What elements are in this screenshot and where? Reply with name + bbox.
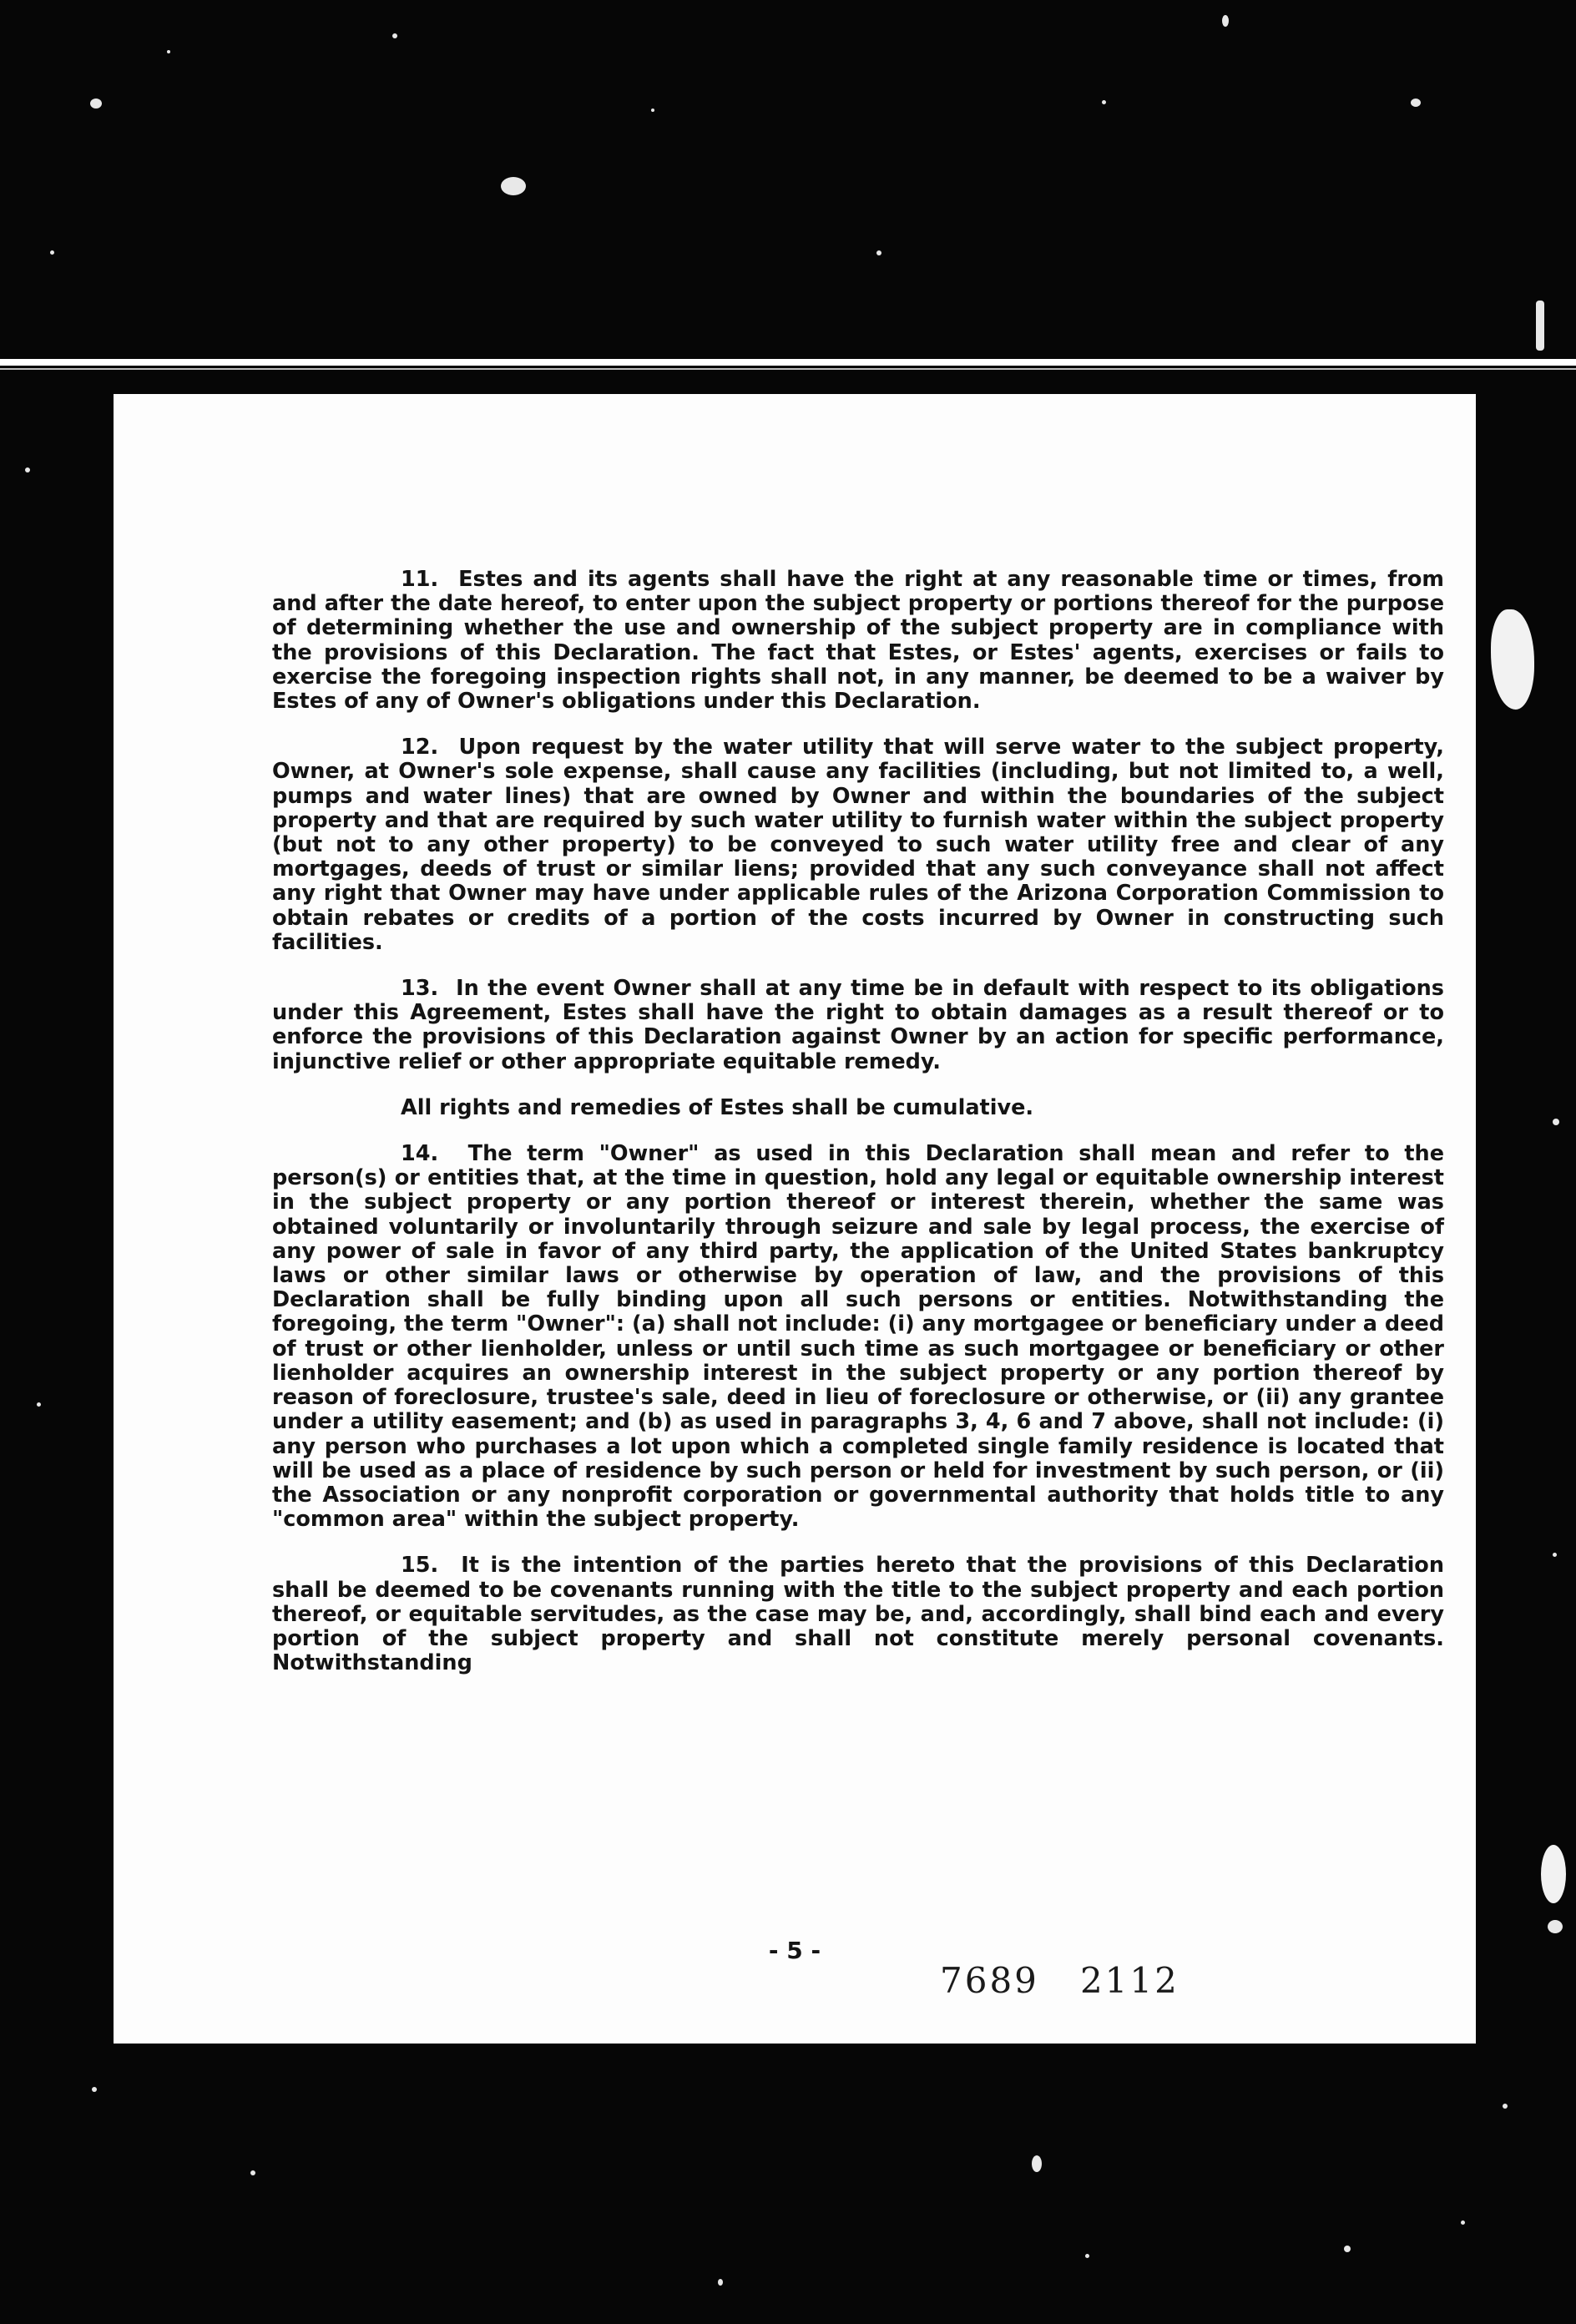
noise-speck <box>37 1402 41 1407</box>
paragraph-number: 14. <box>401 1141 439 1167</box>
noise-speck <box>1503 2104 1508 2109</box>
paragraph-text: The term "Owner" as used in this Declaration shall mean and refer to the person(s) or entities that, at the time in question, hold any legal or equitable ownership interest in the subject property or any portion thereof or interest therein, whether the same was obtained voluntarily or involuntarily through seizure and sale by legal process, the exercise of any power of sale in favor of any third party, the application of the United States bankruptcy laws or other similar laws or otherwise by operation of law, and the provisions of this Declaration shall be fully binding upon all such persons or entities. Notwithstanding the foregoing, the term "Owner": (a) shall not include: (i) any mortgagee or beneficiary under a deed of trust or other lienholder, unless or until such time as such mortgagee or beneficiary or other lienholder acquires an ownership interest in the subject property or any portion thereof by reason of foreclosure, trustee's sale, deed in lieu of foreclosure or otherwise, or (ii) any grantee under a utility easement; and (b) as used in paragraphs 3, 4, 6 and 7 above, shall not include: (i) any person who purchases a lot upon which a completed single family residence is located that will be used as a place of residence by such person or held for investment by such person, or (ii) the Association or any nonprofit corporation or governmental authority that holds title to any "common area" within the subject property. <box>272 1141 1444 1533</box>
noise-speck <box>1411 99 1421 107</box>
noise-speck <box>250 2170 255 2175</box>
scan-line <box>0 368 1576 370</box>
noise-speck <box>876 250 881 255</box>
noise-speck <box>1222 15 1229 27</box>
noise-speck <box>501 177 526 195</box>
noise-speck <box>50 250 54 255</box>
noise-speck <box>1536 301 1544 351</box>
noise-speck <box>651 109 654 112</box>
paragraph-cumulative-remedies <box>272 1096 1444 1120</box>
paragraph-text: All rights and remedies of Estes shall be cumulative. <box>401 1094 1034 1120</box>
paragraph-12 <box>272 735 1444 955</box>
noise-speck <box>392 33 397 38</box>
document-body <box>272 568 1444 1697</box>
paragraph-text: Estes and its agents shall have the right at any reasonable time or times, from and after the date hereof, to enter upon the subject property or portions thereof for the purpose of determining whether the use and ownership of the subject property are in compliance with the provisions of this Declaration. The fact that Estes, or Estes' agents, exercises or fails to exercise the foregoing inspection rights shall not, in any manner, be deemed to be a waiver by Estes of any of Owner's obligations under this Declaration. <box>272 567 1444 715</box>
paragraph-11 <box>272 568 1444 714</box>
noise-speck <box>90 99 102 109</box>
noise-speck <box>167 50 170 53</box>
paragraph-number: 13. <box>401 976 439 1002</box>
paragraph-13 <box>272 977 1444 1074</box>
noise-speck <box>1553 1119 1559 1125</box>
noise-speck <box>1461 2220 1465 2225</box>
noise-speck <box>1102 100 1106 104</box>
paragraph-number: 11. <box>401 567 439 592</box>
noise-speck <box>25 467 30 472</box>
noise-speck <box>1548 1920 1563 1933</box>
page-number: - 5 - <box>768 1937 821 1964</box>
noise-blob <box>1541 1845 1566 1903</box>
paragraph-number: 15. <box>401 1553 439 1579</box>
noise-speck <box>1344 2246 1351 2252</box>
paragraph-text: Upon request by the water utility that will serve water to the subject property, Owner, at Owner's sole expense, shall cause any facilities (including, but not limited to, a well, pumps and water lines) that are owned by Owner and within the boundaries of the subject property and that are required by such water utility to furnish water within the subject property (but not to any other property) to be conveyed to such water utility free and clear of any mortgages, deeds of trust or similar liens; provided that any such conveyance shall not affect any right that Owner may have under applicable rules of the Arizona Corporation Commission to obtain rebates or credits of a portion of the costs incurred by Owner in constructing such facilities. <box>272 735 1444 955</box>
paragraph-number: 12. <box>401 735 439 760</box>
scan-line <box>0 359 1576 366</box>
paragraph-14 <box>272 1142 1444 1532</box>
paragraph-text: It is the intention of the parties hereto that the provisions of this Declaration shall be deemed to be covenants running with the title to the subject property and each portion thereof, or equitable servitudes, as the case may be, and, accordingly, shall bind each and every portion of the subject property and shall not constitute merely personal covenants. Notwithstanding <box>272 1553 1444 1676</box>
noise-speck <box>1553 1553 1557 1557</box>
noise-speck <box>718 2279 723 2286</box>
noise-speck <box>1085 2254 1089 2258</box>
noise-speck <box>1032 2155 1042 2172</box>
recording-number: 7689 2112 <box>940 1960 1179 2001</box>
paragraph-text: In the event Owner shall at any time be in default with respect to its obligations under this Agreement, Estes shall have the right to obtain damages as a result thereof or to enforce the provisions of this Declaration against Owner by an action for specific performance, injunctive relief or other appropriate equitable remedy. <box>272 976 1444 1074</box>
noise-blob <box>1491 609 1534 710</box>
noise-speck <box>92 2087 97 2092</box>
paragraph-15 <box>272 1554 1444 1675</box>
document-page <box>114 394 1476 2044</box>
